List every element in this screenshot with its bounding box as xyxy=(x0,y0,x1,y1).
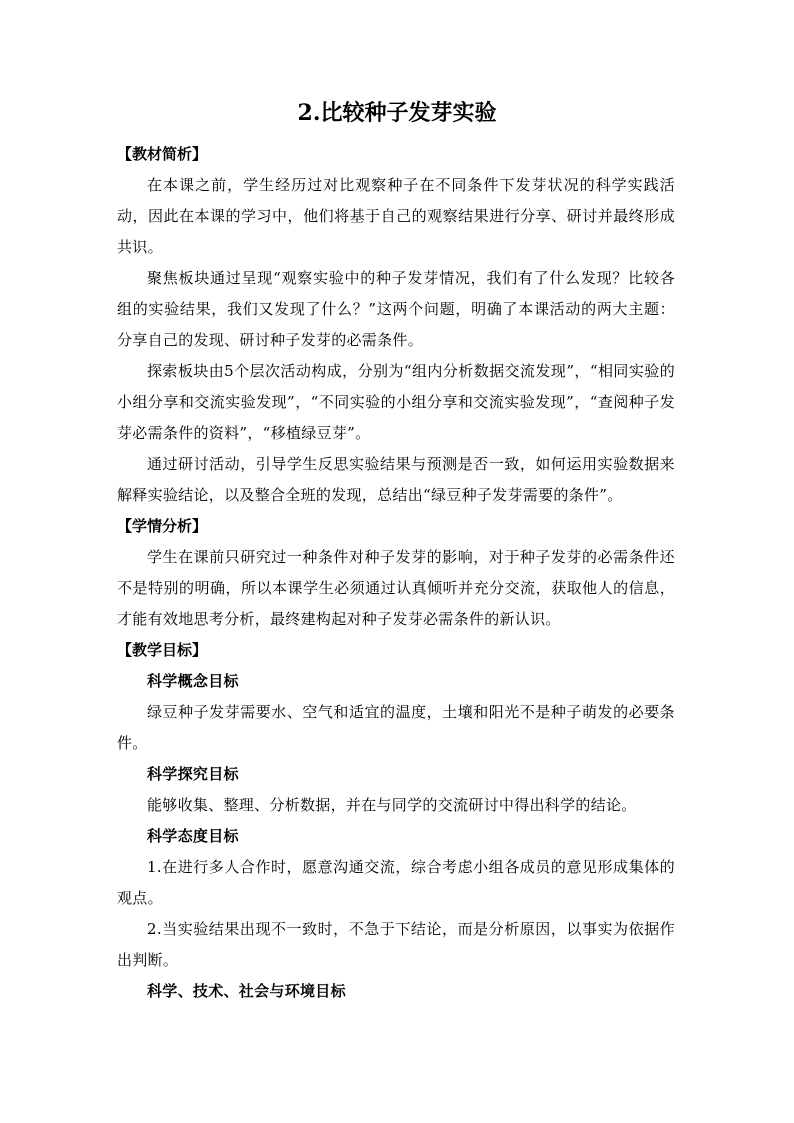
section-heading-teaching-goals: 【教学目标】 xyxy=(117,641,208,659)
paragraph-concept-goal: 绿豆种子发芽需要水、空气和适宜的温度，土壤和阳光不是种子萌发的必要条件。 xyxy=(117,703,675,752)
paragraph-inquiry-goal: 能够收集、整理、分析数据，并在与同学的交流研讨中得出科学的结论。 xyxy=(147,796,637,814)
section-heading-textbook-analysis: 【教材简析】 xyxy=(117,145,208,163)
paragraph-analysis-4: 通过研讨活动，引导学生反思实验结果与预测是否一致，如何运用实验数据来解释实验结论，以及整合全班的发现，总结出“绿豆种子发芽需要的条件”。 xyxy=(117,455,675,504)
subheading-attitude-goal: 科学态度目标 xyxy=(147,827,239,845)
paragraph-analysis-2: 聚焦板块通过呈现“观察实验中的种子发芽情况，我们有了什么发现？比较各组的实验结果，我们又发现了什么？”这两个问题，明确了本课活动的两大主题：分享自己的发现、研讨种子发芽的必需条件。 xyxy=(117,269,675,349)
paragraph-analysis-1: 在本课之前，学生经历过对比观察种子在不同条件下发芽状况的科学实践活动，因此在本课的学习中，他们将基于自己的观察结果进行分享、研讨并最终形成共识。 xyxy=(117,176,675,256)
document-title: 2.比较种子发芽实验 xyxy=(297,100,497,126)
subheading-concept-goal: 科学概念目标 xyxy=(147,672,239,690)
paragraph-attitude-goal-1: 1.在进行多人合作时，愿意沟通交流，综合考虑小组各成员的意见形成集体的观点。 xyxy=(117,858,675,907)
section-heading-learner-analysis: 【学情分析】 xyxy=(117,517,208,535)
document-body xyxy=(117,139,675,1007)
subheading-stse-goal: 科学、技术、社会与环境目标 xyxy=(147,982,346,1000)
paragraph-learners-1: 学生在课前只研究过一种条件对种子发芽的影响，对于种子发芽的必需条件还不是特别的明确，所以本课学生必须通过认真倾听并充分交流，获取他人的信息，才能有效地思考分析，最终建构起对种子发芽必需条件的新认识。 xyxy=(117,548,675,628)
paragraph-analysis-3: 探索板块由5个层次活动构成，分别为“组内分析数据交流发现”，“相同实验的小组分享和交流实验发现”，“不同实验的小组分享和交流实验发现”，“查阅种子发芽必需条件的资料”，“移植绿豆芽”。 xyxy=(117,362,675,442)
subheading-inquiry-goal: 科学探究目标 xyxy=(147,765,239,783)
paragraph-attitude-goal-2: 2.当实验结果出现不一致时，不急于下结论，而是分析原因，以事实为依据作出判断。 xyxy=(117,920,675,969)
